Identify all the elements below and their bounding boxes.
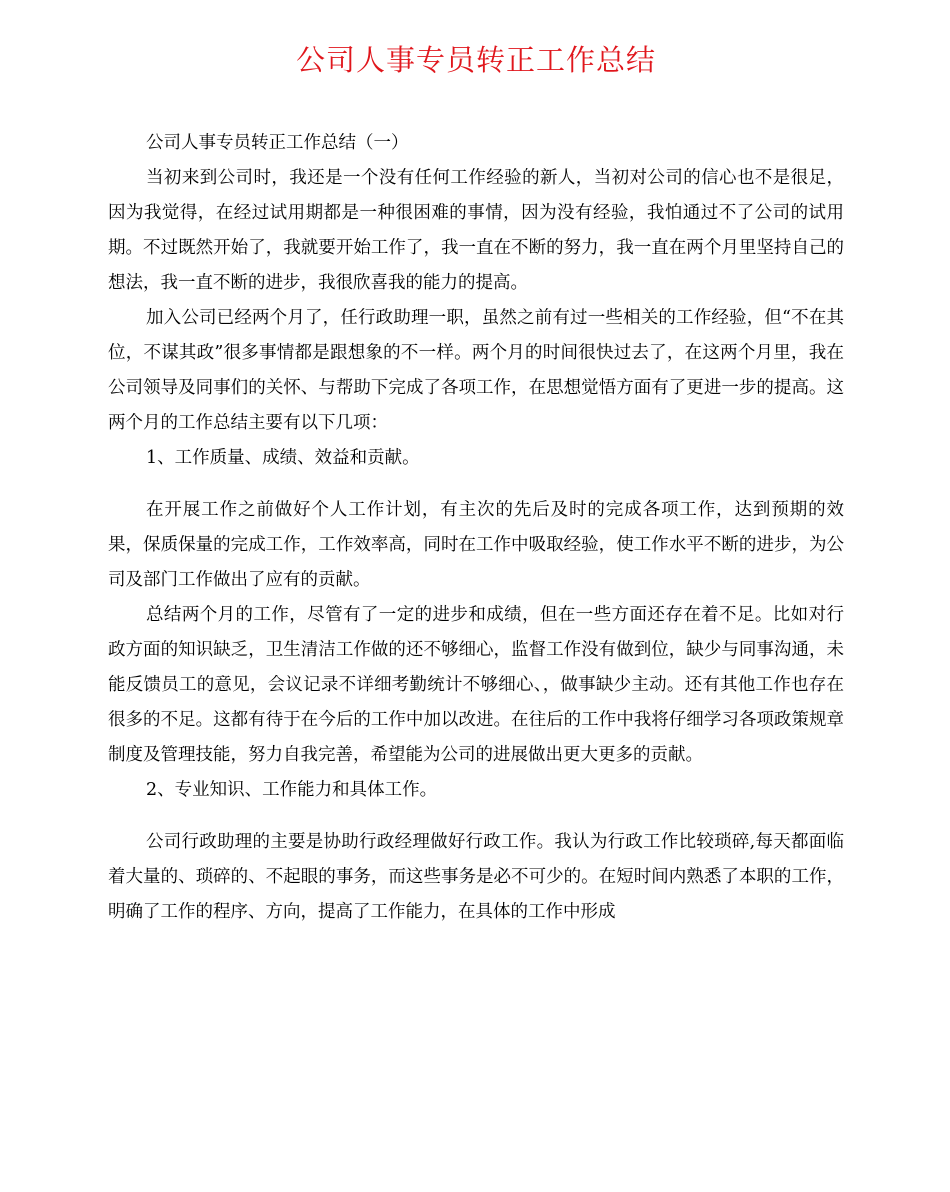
- document-body: [108, 126, 844, 930]
- document-title: 公司人事专员转正工作总结: [295, 43, 656, 77]
- spacer: [108, 476, 844, 493]
- paragraph-overview: 加入公司已经两个月了，任行政助理一职，虽然之前有过一些相关的工作经验，但“不在其位，不谋其政”很多事情都是跟想象的不一样。两个月的时间很快过去了，在这两个月里，我在公司领导及同事们的关怀、与帮助下完成了各项工作，在思想觉悟方面有了更进一步的提高。这两个月的工作总结主要有以下几项：: [108, 308, 844, 433]
- paragraph-work-quality: 在开展工作之前做好个人工作计划，有主次的先后及时的完成各项工作，达到预期的效果，保质保量的完成工作，工作效率高，同时在工作中吸取经验，使工作水平不断的进步，为公司及部门工作做出了应有的贡献。: [108, 500, 844, 590]
- section-subtitle: 公司人事专员转正工作总结（一）: [146, 133, 409, 153]
- spacer: [108, 808, 844, 825]
- paragraph-shortcomings: 总结两个月的工作，尽管有了一定的进步和成绩，但在一些方面还存在着不足。比如对行政方面的知识缺乏，卫生清洁工作做的还不够细心，监督工作没有做到位，缺少与同事沟通，未能反馈员工的意见，会议记录不详细考勤统计不够细心、，做事缺少主动。还有其他工作也存在很多的不足。这都有待于在今后的工作中加以改进。在往后的工作中我将仔细学习各项政策规章制度及管理技能，努力自我完善，希望能为公司的进展做出更大更多的贡献。: [108, 605, 844, 765]
- section-heading-1: 1、工作质量、成绩、效益和贡献。: [146, 448, 420, 468]
- paragraph-duties: 公司行政助理的主要是协助行政经理做好行政工作。我认为行政工作比较琐碎,每天都面临着大量的、琐碎的、不起眼的事务，而这些事务是必不可少的。在短时间内熟悉了本职的工作，明确了工作的程序、方向，提高了工作能力，在具体的工作中形成: [108, 832, 844, 922]
- section-heading-2: 2、专业知识、工作能力和具体工作。: [146, 780, 438, 800]
- paragraph-intro: 当初来到公司时，我还是一个没有任何工作经验的新人，当初对公司的信心也不是很足，因为我觉得，在经过试用期都是一种很困难的事情，因为没有经验，我怕通过不了公司的试用期。不过既然开始了，我就要开始工作了，我一直在不断的努力，我一直在两个月里坚持自己的想法，我一直不断的进步，我很欣喜我的能力的提高。: [108, 168, 844, 293]
